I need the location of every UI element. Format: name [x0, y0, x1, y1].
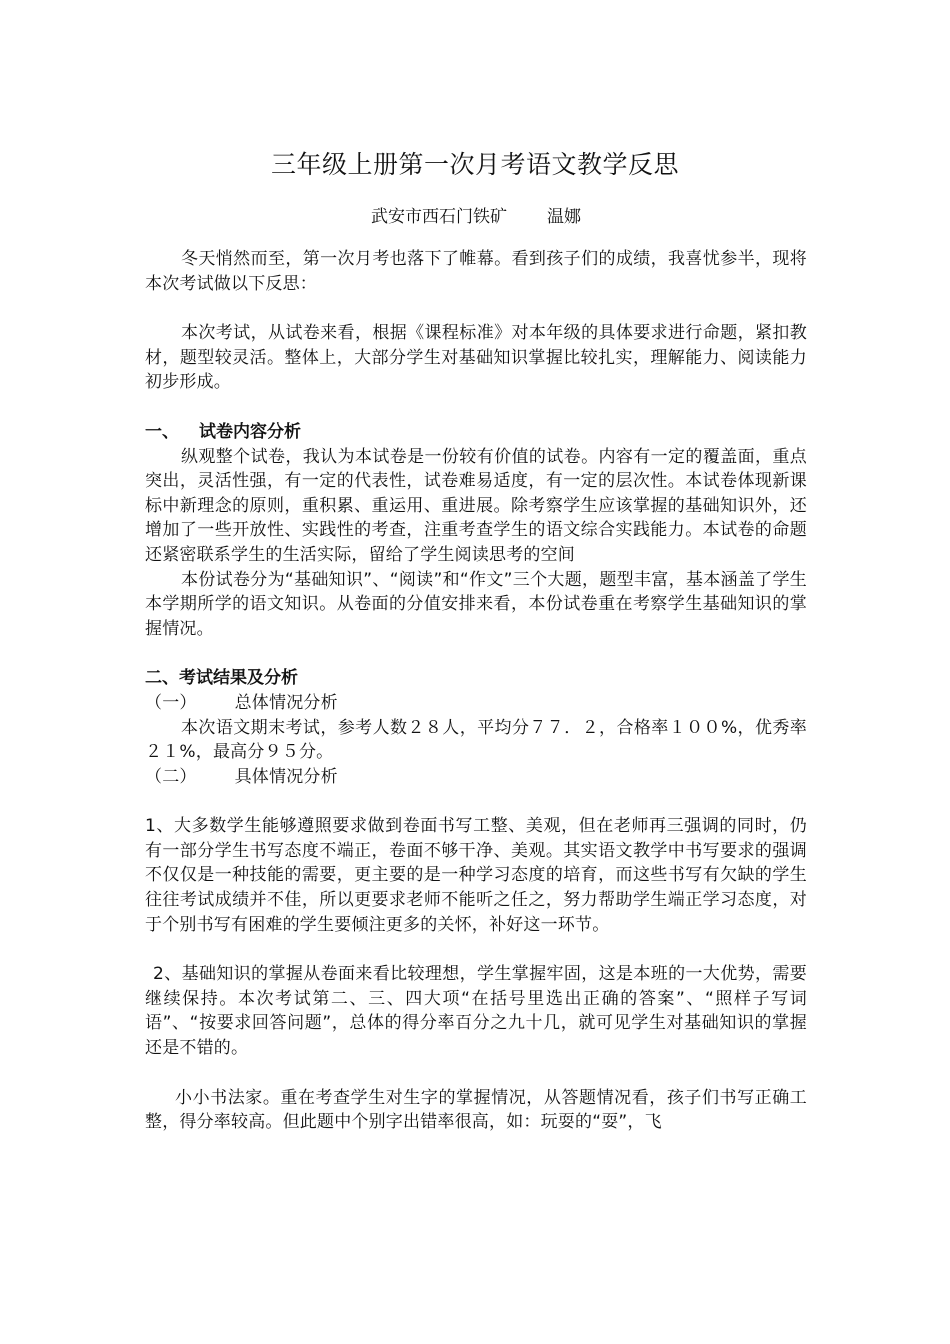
item2-paragraph: 2、基础知识的掌握从卷面来看比较理想，学生掌握牢固，这是本班的一大优势，需要继续保持。本次考试第二、三、四大项“在括号里选出正确的答案”、“照样子写词语”、“按要求回答问题”，总体的得分率百分之九十几，就可见学生对基础知识的掌握还是不错的。 [145, 964, 807, 1059]
section1-paragraph1: 纵观整个试卷，我认为本试卷是一份较有价值的试卷。内容有一定的覆盖面，重点突出，灵活性强，有一定的代表性，试卷难易适度，有一定的层次性。本试卷体现新课标中新理念的原则，重积累、重运用、重进展。除考察学生应该掌握的基础知识外，还增加了一些开放性、实践性的考查，注重考查学生的语文综合实践能力。本试卷的命题还紧密联系学生的生活实际，留给了学生阅读思考的空间 [145, 446, 807, 565]
subsection1-heading [145, 691, 807, 716]
author-name: 温娜 [547, 207, 581, 227]
intro-paragraph: 冬天悄然而至，第一次月考也落下了帷幕。看到孩子们的成绩，我喜忧参半，现将本次考试做以下反思： [145, 249, 807, 294]
subsection1-paragraph: 本次语文期末考试，参考人数２８人，平均分７７．２，合格率１００%，优秀率２１%，最高分９５分。 [145, 717, 807, 763]
document-page [145, 140, 807, 1135]
section2-heading: 二、考试结果及分析 [145, 668, 298, 689]
document-title: 三年级上册第一次月考语文教学反思 [270, 150, 679, 179]
author-org: 武安市西石门铁矿 [371, 207, 507, 227]
subsection1-title: 总体情况分析 [234, 692, 338, 713]
subsection2-number: （二） [145, 766, 197, 787]
section1-paragraph2: 本份试卷分为“基础知识”、“阅读”和“作文”三个大题，题型丰富，基本涵盖了学生本学期所学的语文知识。从卷面的分值安排来看，本份试卷重在考察学生基础知识的掌握情况。 [145, 569, 807, 639]
subsection2-title: 具体情况分析 [234, 766, 338, 787]
section1-title: 试卷内容分析 [199, 421, 301, 442]
subsection2-heading [145, 765, 807, 790]
item3-paragraph: 小小书法家。重在考查学生对生字的掌握情况，从答题情况看，孩子们书写正确工整，得分率较高。但此题中个别字出错率很高，如：玩耍的“耍”，飞 [145, 1087, 807, 1133]
author-line [145, 205, 807, 229]
overview-paragraph: 本次考试，从试卷来看，根据《课程标准》对本年级的具体要求进行命题，紧扣教材，题型较灵活。整体上，大部分学生对基础知识掌握比较扎实，理解能力、阅读能力初步形成。 [145, 323, 807, 393]
section1-number: 一、 [145, 421, 179, 442]
subsection1-number: （一） [145, 692, 197, 713]
section1-heading [145, 420, 807, 445]
item1-paragraph: 1、大多数学生能够遵照要求做到卷面书写工整、美观，但在老师再三强调的同时，仍有一部分学生书写态度不端正，卷面不够干净、美观。其实语文教学中书写要求的强调不仅仅是一种技能的需要，更主要的是一种学习态度的培育，而这些书写有欠缺的学生往往考试成绩并不佳，所以更要求老师不能听之任之，努力帮助学生端正学习态度，对于个别书写有困难的学生要倾注更多的关怀，补好这一环节。 [145, 816, 807, 935]
